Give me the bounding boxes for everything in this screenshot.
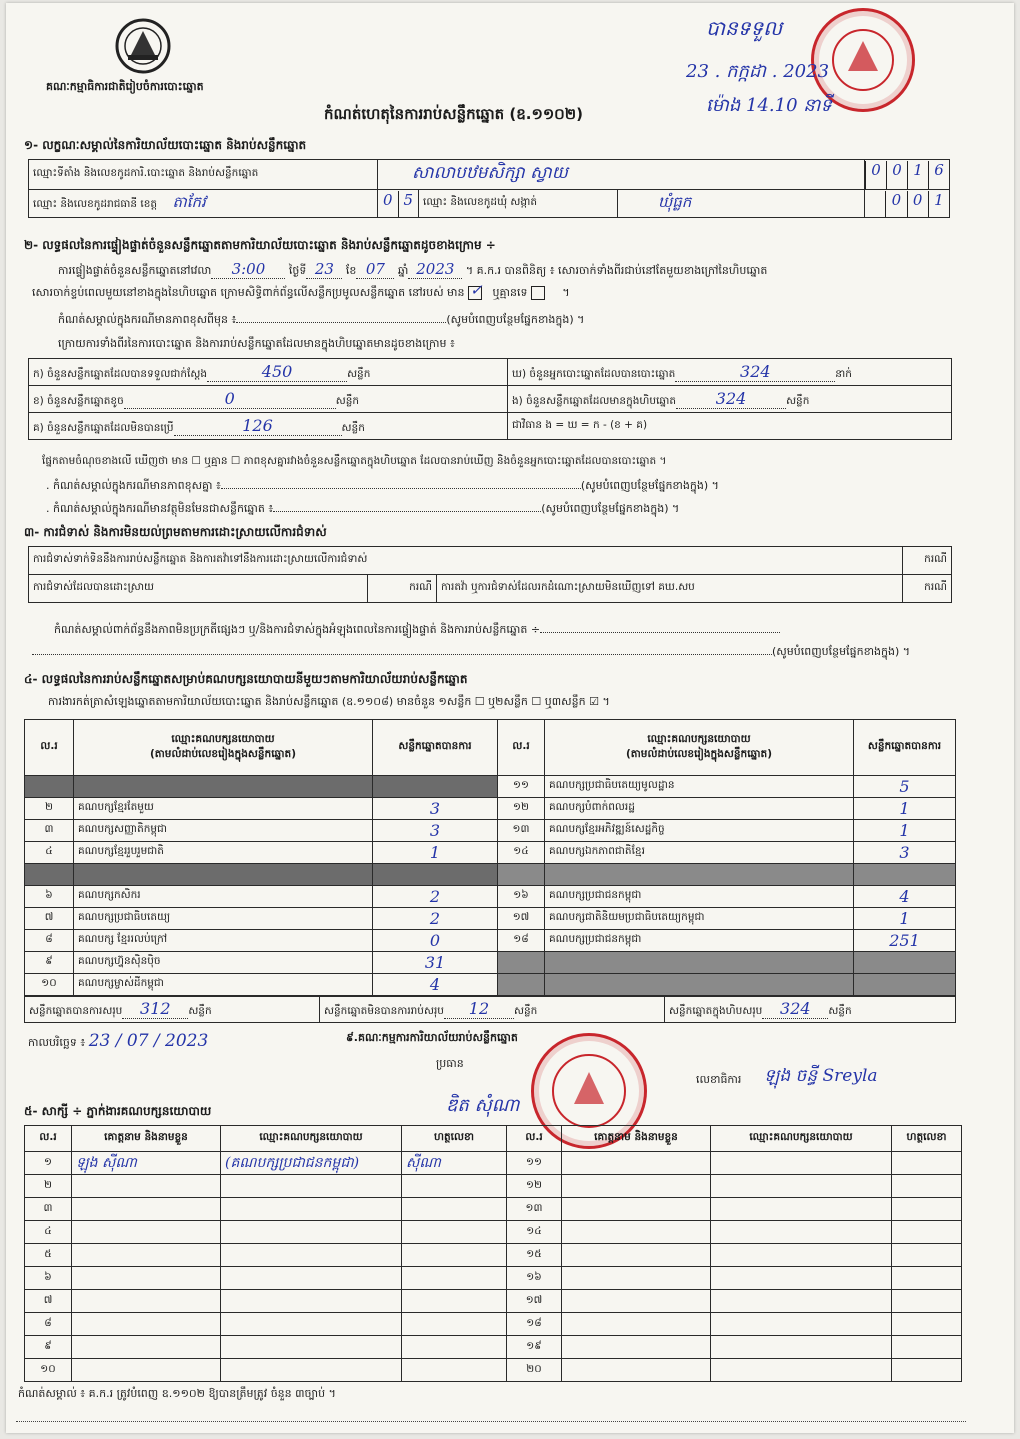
left-party-no: ៩ bbox=[25, 952, 74, 974]
table-row bbox=[25, 864, 956, 886]
w-party-left bbox=[221, 1175, 402, 1198]
left-party-party: គណបក្ស ខ្មែររលប់ក្រៅ bbox=[74, 930, 373, 952]
right-party-party: គណបក្សប្រជាធិបតេយ្យមូលដ្ឋាន bbox=[545, 776, 854, 798]
section-1-table bbox=[28, 159, 950, 218]
w-no-left: ១០ bbox=[25, 1359, 72, 1382]
w-name-right bbox=[562, 1198, 711, 1221]
w-name-right bbox=[562, 1175, 711, 1198]
col-no-left: ល.រ bbox=[25, 720, 74, 776]
w-sign-right bbox=[892, 1175, 962, 1198]
w-sign-right bbox=[892, 1359, 962, 1382]
col-no-right: ល.រ bbox=[498, 720, 545, 776]
irregularities-note-cont: (សូមបំពេញបន្ថែមផ្នែកខាងក្នុង) ។ bbox=[32, 645, 910, 661]
left-party-no: ៧ bbox=[25, 908, 74, 930]
table-row bbox=[25, 1198, 962, 1221]
w-name-left bbox=[72, 1244, 221, 1267]
voters-count: ឃ) ចំនួនអ្នកបោះឆ្នោតដែលបានបោះឆ្នោត 324 នាក់ bbox=[508, 359, 952, 386]
w-name-right bbox=[562, 1221, 711, 1244]
right-party-no: ១៨ bbox=[498, 930, 545, 952]
w-no-right: ១១ bbox=[507, 1152, 562, 1175]
results-header-row bbox=[25, 720, 956, 776]
right-party-no: ១៦ bbox=[498, 886, 545, 908]
w-col-name-left: គោត្តនាម និងនាមខ្លួន bbox=[72, 1126, 221, 1152]
left-party-no: ១០ bbox=[25, 974, 74, 996]
w-name-right bbox=[562, 1290, 711, 1313]
right-party-no: ១១ bbox=[498, 776, 545, 798]
spoiled-ballots: ខ) ចំនួនសន្លឹកឆ្នោតខូច 0 សន្លឹក bbox=[29, 386, 508, 413]
left-party-votes: 31 bbox=[373, 952, 498, 974]
left-party-votes: 4 bbox=[373, 974, 498, 996]
commune-value: ឃុំធ្លក bbox=[618, 190, 865, 218]
total-all: សន្លឹកឆ្នោតក្នុងហិបសរុប 324 សន្លឹក bbox=[665, 997, 956, 1023]
w-no-right: ១៣ bbox=[507, 1198, 562, 1221]
w-sign-left bbox=[402, 1198, 507, 1221]
province-code: 0 5 bbox=[378, 190, 419, 218]
w-party-right bbox=[711, 1221, 892, 1244]
section-4-heading: ៤- លទ្ធផលនៃការរាប់សន្លឹកឆ្នោតសម្រាប់គណបក្សនយោបាយនីមួយៗតាមការិយាល័យរាប់សន្លឹកឆ្នោត bbox=[24, 672, 468, 686]
committee-name: ៩.គណៈកម្មការការិយាល័យរាប់សន្លឹកឆ្នោត bbox=[346, 1031, 518, 1044]
w-name-left: ឡុង ស៊ីណា bbox=[72, 1152, 221, 1175]
w-party-left bbox=[221, 1359, 402, 1382]
w-name-left bbox=[72, 1198, 221, 1221]
w-party-right bbox=[711, 1290, 892, 1313]
note-discrepancy: . កំណត់សម្គាល់ក្នុងករណីមានភាពខុសគ្នា ៖ (សូមបំពេញបន្ថែមផ្នែកខាងក្នុង) ។ bbox=[46, 479, 719, 492]
footer-rule bbox=[16, 1421, 966, 1422]
right-party-party: គណបក្សប្រជាជនកម្ពុជា bbox=[545, 886, 854, 908]
w-party-right bbox=[711, 1152, 892, 1175]
w-party-left bbox=[221, 1198, 402, 1221]
table-row bbox=[25, 820, 956, 842]
w-no-right: ១២ bbox=[507, 1175, 562, 1198]
objections-resolved: ការជំទាស់ដែលបានដោះស្រាយ bbox=[29, 575, 368, 603]
w-sign-right bbox=[892, 1198, 962, 1221]
w-party-left bbox=[221, 1313, 402, 1336]
party-results-table bbox=[24, 719, 956, 996]
w-name-left bbox=[72, 1221, 221, 1244]
w-name-right bbox=[562, 1336, 711, 1359]
commission-name: គណៈកម្មាធិការជាតិរៀបចំការបោះឆ្នោត bbox=[46, 80, 204, 93]
objections-unresolved-case: ករណី bbox=[902, 575, 951, 603]
left-party-party: គណបក្សប្រជាធិបតេយ្យ bbox=[74, 908, 373, 930]
left-party-votes: 2 bbox=[373, 908, 498, 930]
w-party-right bbox=[711, 1175, 892, 1198]
right-party-votes: 1 bbox=[854, 908, 956, 930]
location-code: 0 0 1 6 bbox=[865, 160, 950, 190]
left-party-no: ៤ bbox=[25, 842, 74, 864]
w-no-right: ១៩ bbox=[507, 1336, 562, 1359]
w-name-right bbox=[562, 1244, 711, 1267]
w-name-right bbox=[562, 1359, 711, 1382]
seal-yes-checkbox[interactable]: ✓ bbox=[470, 281, 483, 299]
right-party-votes: 5 bbox=[854, 776, 956, 798]
verification-line: ការផ្ទៀងផ្ទាត់ចំនួនសន្លឹកឆ្នោតនៅវេលា 3:00 ថ្ងៃទី 23 ខែ 07 ឆ្នាំ 2023 ។ គ.ក.រ បានពិនិត្យ ៖ សោរចាក់ទាំងពីរជាប់នៅតែមួយខាងក្រៅនៃហិបឆ្នោត bbox=[58, 260, 768, 278]
record-sheets-line: ការងារកត់ត្រាសំឡេងឆ្នោតតាមការិយាល័យបោះឆ្នោត និងរាប់សន្លឹកឆ្នោត (ឧ.១១០៨) មានចំនួន ១សន្លឹក ☐ ឬ២សន្លឹក ☐ ឬ៣សន្លឹក ☑ ។ bbox=[48, 695, 610, 708]
table-row bbox=[25, 1152, 962, 1175]
commune-label: ឈ្មោះ និងលេខកូដឃុំ សង្កាត់ bbox=[419, 190, 618, 218]
right-party-party: គណបក្សប្រជាជនកម្ពុជា bbox=[545, 930, 854, 952]
location-label: ឈ្មោះទីតាំង និងលេខកូដការិ.បោះឆ្នោត និងរាប់សន្លឹកឆ្នោត bbox=[29, 160, 378, 190]
w-sign-left bbox=[402, 1359, 507, 1382]
receipt-time: ម៉ោង 14.10 នាទី bbox=[706, 95, 832, 116]
table-row bbox=[25, 1336, 962, 1359]
w-sign-left bbox=[402, 1267, 507, 1290]
table-row bbox=[25, 1290, 962, 1313]
objections-total-case: ករណី bbox=[902, 547, 951, 575]
left-party-votes: 3 bbox=[373, 798, 498, 820]
col-party-right: ឈ្មោះគណបក្សនយោបាយ (តាមលំដាប់លេខរៀងក្នុងសន្លឹកឆ្នោត) bbox=[545, 720, 854, 776]
col-party-left: ឈ្មោះគណបក្សនយោបាយ (តាមលំដាប់លេខរៀងក្នុងសន្លឹកឆ្នោត) bbox=[74, 720, 373, 776]
w-no-right: ២០ bbox=[507, 1359, 562, 1382]
irregularities-note: កំណត់សម្គាល់ពាក់ព័ន្ធនឹងភាពមិនប្រក្រតីផ្សេងៗ ឬ/និងការជំទាស់ក្នុងអំឡុងពេលនៃការផ្ទៀងផ្ទាត់ និងការរាប់សន្លឹកឆ្នោត ÷ bbox=[54, 623, 780, 639]
left-party-party bbox=[74, 776, 373, 798]
right-party-party bbox=[545, 864, 854, 886]
table-row bbox=[25, 1175, 962, 1198]
received-ballots: ក) ចំនួនសន្លឹកឆ្នោតដែលបានទទួលជាក់ស្តែង 450 សន្លឹក bbox=[29, 359, 508, 386]
left-party-votes bbox=[373, 776, 498, 798]
w-sign-right bbox=[892, 1313, 962, 1336]
table-row bbox=[25, 930, 956, 952]
w-sign-right bbox=[892, 1290, 962, 1313]
right-party-party: គណបក្សខ្មែរអភិវឌ្ឍន៍សេដ្ឋកិច្ច bbox=[545, 820, 854, 842]
col-votes-right: សន្លឹកឆ្នោតបានការ bbox=[854, 720, 956, 776]
left-party-party: គណបក្សខ្មែររួបរួមជាតិ bbox=[74, 842, 373, 864]
witness-table bbox=[24, 1125, 962, 1382]
province-label: ឈ្មោះ និងលេខកូដរាជធានី ខេត្ត តាកែវ bbox=[29, 190, 378, 218]
left-party-party: គណបក្សកសិករ bbox=[74, 886, 373, 908]
objections-total: ការជំទាស់ទាក់ទិននឹងការរាប់សន្លឹកឆ្នោត និងការតវ៉ាទៅនឹងការដោះស្រាយលើការជំទាស់ bbox=[29, 547, 903, 575]
w-no-right: ១៨ bbox=[507, 1313, 562, 1336]
w-party-left bbox=[221, 1267, 402, 1290]
w-no-left: ៧ bbox=[25, 1290, 72, 1313]
right-party-votes: 1 bbox=[854, 820, 956, 842]
w-sign-right bbox=[892, 1221, 962, 1244]
w-no-left: ១ bbox=[25, 1152, 72, 1175]
report-date: កាលបរិច្ឆេទ ៖ 23 / 07 / 2023 bbox=[28, 1031, 209, 1051]
w-party-left bbox=[221, 1221, 402, 1244]
left-party-party: គណបក្សសញ្ញាតិកម្ពុជា bbox=[74, 820, 373, 842]
right-party-votes: 1 bbox=[854, 798, 956, 820]
table-row bbox=[25, 842, 956, 864]
left-party-no: ៣ bbox=[25, 820, 74, 842]
w-party-right bbox=[711, 1244, 892, 1267]
w-party-right bbox=[711, 1198, 892, 1221]
w-no-right: ១៤ bbox=[507, 1221, 562, 1244]
right-party-party bbox=[545, 974, 854, 996]
left-party-party: គណបក្សខ្មែរតែមួយ bbox=[74, 798, 373, 820]
w-party-right bbox=[711, 1313, 892, 1336]
w-name-left bbox=[72, 1267, 221, 1290]
w-col-name-right: គោត្តនាម និងនាមខ្លួន bbox=[562, 1126, 711, 1152]
right-party-party: គណបក្សបំពាក់ពលរដ្ឋ bbox=[545, 798, 854, 820]
w-col-no-left: ល.រ bbox=[25, 1126, 72, 1152]
page-title: កំណត់ហេតុនៃការរាប់សន្លឹកឆ្នោត (ឧ.១១០២) bbox=[324, 105, 584, 123]
left-party-votes: 3 bbox=[373, 820, 498, 842]
w-party-right bbox=[711, 1359, 892, 1382]
table-row bbox=[25, 1221, 962, 1244]
w-col-party-right: ឈ្មោះគណបក្សនយោបាយ bbox=[711, 1126, 892, 1152]
right-party-votes bbox=[854, 864, 956, 886]
left-party-party bbox=[74, 864, 373, 886]
w-sign-left bbox=[402, 1290, 507, 1313]
ballot-counts-table bbox=[28, 358, 952, 440]
w-party-left: (គណបក្សប្រជាជនកម្ពុជា) bbox=[221, 1152, 402, 1175]
w-sign-right bbox=[892, 1152, 962, 1175]
w-col-party-left: ឈ្មោះគណបក្សនយោបាយ bbox=[221, 1126, 402, 1152]
right-party-party: គណបក្សជាតិនិយមប្រជាធិបតេយ្យកម្ពុជា bbox=[545, 908, 854, 930]
w-party-right bbox=[711, 1336, 892, 1359]
secretary-label: លេខាធិការ bbox=[696, 1073, 742, 1086]
right-party-votes: 3 bbox=[854, 842, 956, 864]
table-row bbox=[25, 798, 956, 820]
w-sign-left bbox=[402, 1244, 507, 1267]
w-sign-right bbox=[892, 1267, 962, 1290]
witness-body bbox=[25, 1152, 962, 1382]
w-party-left bbox=[221, 1244, 402, 1267]
nec-emblem-icon bbox=[114, 17, 172, 75]
count-intro: ក្រោយការទាំងពីរនៃការបោះឆ្នោត និងការរាប់សន្លឹកឆ្នោតដែលមានក្នុងហិបឆ្នោតមានដូចខាងក្រោម ៖ bbox=[58, 337, 455, 350]
right-party-party: គណបក្សឯកភាពជាតិខ្មែរ bbox=[545, 842, 854, 864]
table-row bbox=[25, 776, 956, 798]
right-party-party bbox=[545, 952, 854, 974]
total-invalid: សន្លឹកឆ្នោតមិនបានការរាប់សរុប 12 សន្លឹក bbox=[320, 997, 665, 1023]
results-body bbox=[25, 776, 956, 996]
w-party-left bbox=[221, 1336, 402, 1359]
w-party-right bbox=[711, 1267, 892, 1290]
table-row bbox=[25, 1244, 962, 1267]
footer-note: កំណត់សម្គាល់ ៖ គ.ក.រ ត្រូវបំពេញ ឧ.១១០២ ឱ្យបានត្រឹមត្រូវ ចំនួន ៣ច្បាប់ ។ bbox=[18, 1387, 336, 1400]
ballots-in-box: ង) ចំនួនសន្លឹកឆ្នោតដែលមានក្នុងហិបឆ្នោត 324 សន្លឹក bbox=[508, 386, 952, 413]
right-party-no bbox=[498, 864, 545, 886]
w-no-left: ២ bbox=[25, 1175, 72, 1198]
totals-table bbox=[24, 996, 956, 1023]
section-1-heading: ១- លក្ខណៈសម្គាល់នៃការិយាល័យបោះឆ្នោត និងរាប់សន្លឹកឆ្នោត bbox=[24, 138, 307, 152]
w-name-left bbox=[72, 1359, 221, 1382]
right-party-no: ១២ bbox=[498, 798, 545, 820]
right-party-no: ១៣ bbox=[498, 820, 545, 842]
w-no-left: ៤ bbox=[25, 1221, 72, 1244]
location-value: សាលាបឋមសិក្សា ស្វាយ bbox=[378, 160, 865, 190]
w-no-left: ៩ bbox=[25, 1336, 72, 1359]
right-party-votes: 4 bbox=[854, 886, 956, 908]
w-sign-left bbox=[402, 1336, 507, 1359]
w-name-left bbox=[72, 1336, 221, 1359]
left-party-no: ២ bbox=[25, 798, 74, 820]
right-party-votes bbox=[854, 974, 956, 996]
w-name-right bbox=[562, 1267, 711, 1290]
left-party-votes: 1 bbox=[373, 842, 498, 864]
right-party-no bbox=[498, 974, 545, 996]
w-no-left: ៥ bbox=[25, 1244, 72, 1267]
seal-check-line: សោរចាក់ខ្ទប់ពេលមួយនៅខាងក្នុងនៃហិបឆ្នោត ក្រោមសិទ្ធិពាក់ព័ន្ធលើសន្លឹកប្រមូលសន្លឹកឆ្នោត នៅរបស់ មាន ✓ ឬគ្មានទេ ។ bbox=[32, 281, 570, 299]
w-name-right bbox=[562, 1152, 711, 1175]
w-sign-left bbox=[402, 1175, 507, 1198]
left-party-no bbox=[25, 864, 74, 886]
right-party-no: ១៧ bbox=[498, 908, 545, 930]
w-col-sign-left: ហត្ថលេខា bbox=[402, 1126, 507, 1152]
unused-ballots: គ) ចំនួនសន្លឹកឆ្នោតដែលមិនបានប្រើ 126 សន្លឹក bbox=[29, 413, 508, 440]
w-sign-left: ស៊ីណា bbox=[402, 1152, 507, 1175]
w-col-no-right: ល.រ bbox=[507, 1126, 562, 1152]
w-no-left: ៣ bbox=[25, 1198, 72, 1221]
objections-table bbox=[28, 546, 952, 603]
w-no-right: ១៧ bbox=[507, 1290, 562, 1313]
w-name-left bbox=[72, 1313, 221, 1336]
w-name-left bbox=[72, 1290, 221, 1313]
col-votes-left: សន្លឹកឆ្នោតបានការ bbox=[373, 720, 498, 776]
right-party-votes bbox=[854, 952, 956, 974]
w-sign-left bbox=[402, 1221, 507, 1244]
table-row bbox=[25, 1313, 962, 1336]
w-no-right: ១៦ bbox=[507, 1267, 562, 1290]
note-difference-line: កំណត់សម្គាល់ក្នុងករណីមានភាពខុសពីមុន ៖ (សូមបំពេញបន្ថែមផ្នែកខាងក្នុង) ។ bbox=[58, 313, 585, 326]
objections-resolved-case: ករណី bbox=[368, 575, 437, 603]
chair-label: ប្រធាន bbox=[436, 1057, 464, 1070]
left-party-votes: 0 bbox=[373, 930, 498, 952]
objections-unresolved: ការតវ៉ា ឬការជំទាស់ដែលរកដំណោះស្រាយមិនឃើញទៅ គឃ.សប bbox=[437, 575, 903, 603]
section-2-heading: ២- លទ្ធផលនៃការផ្ទៀងផ្ទាត់ចំនួនសន្លឹកឆ្នោតតាមការិយាល័យបោះឆ្នោត និងរាប់សន្លឹកឆ្នោតដូចខាងក្រោម ÷ bbox=[24, 238, 496, 252]
left-party-votes: 2 bbox=[373, 886, 498, 908]
total-valid: សន្លឹកឆ្នោតបានការសរុប 312 សន្លឹក bbox=[25, 997, 320, 1023]
formula: ជាវិធាន ង = ឃ = ក - (ខ + គ) bbox=[508, 413, 952, 440]
w-no-left: ៦ bbox=[25, 1267, 72, 1290]
commune-code: 0 0 1 bbox=[865, 190, 950, 218]
table-row bbox=[25, 1267, 962, 1290]
secretary-signature: ឡុង ចន្ធី Sreyla bbox=[764, 1066, 878, 1086]
w-sign-right bbox=[892, 1336, 962, 1359]
discrepancy-check: ផ្នែកតាមចំណុចខាងលើ ឃើញថា មាន ☐ ឬគ្មាន ☐ ភាពខុសគ្នារវាងចំនួនសន្លឹកឆ្នោតក្នុងហិបឆ្នោត ដែលបានរាប់ឃើញ និងចំនួនអ្នកបោះឆ្នោតដែលបានបោះឆ្នោត ។ bbox=[42, 455, 667, 467]
table-row bbox=[25, 886, 956, 908]
table-row bbox=[25, 1359, 962, 1382]
left-party-party: គណបក្សម្ចាស់ដីកម្ពុជា bbox=[74, 974, 373, 996]
section-5-heading: ៥- សាក្សី ÷ ភ្នាក់ងារគណបក្សនយោបាយ bbox=[24, 1104, 212, 1118]
w-sign-left bbox=[402, 1313, 507, 1336]
table-row bbox=[25, 908, 956, 930]
note-foreign-objects: . កំណត់សម្គាល់ក្នុងករណីមានវត្ថុមិនមែនជាសន្លឹកឆ្នោត ៖ (សូមបំពេញបន្ថែមផ្នែកខាងក្នុង) ។ bbox=[46, 502, 680, 515]
left-party-votes bbox=[373, 864, 498, 886]
w-sign-right bbox=[892, 1244, 962, 1267]
w-party-left bbox=[221, 1290, 402, 1313]
left-party-no bbox=[25, 776, 74, 798]
section-3-heading: ៣- ការជំទាស់ និងការមិនយល់ព្រមតាមការដោះស្រាយលើការជំទាស់ bbox=[24, 525, 327, 539]
w-name-left bbox=[72, 1175, 221, 1198]
w-name-right bbox=[562, 1313, 711, 1336]
left-party-no: ៦ bbox=[25, 886, 74, 908]
left-party-no: ៨ bbox=[25, 930, 74, 952]
chair-signature: ឌិត សុំណា bbox=[446, 1095, 520, 1116]
w-no-right: ១៥ bbox=[507, 1244, 562, 1267]
left-party-party: គណបក្សហ្វ៊ុនស៊ិនប៉ិច bbox=[74, 952, 373, 974]
right-party-no: ១៤ bbox=[498, 842, 545, 864]
right-party-no bbox=[498, 952, 545, 974]
receipt-line1: បានទទួល bbox=[706, 16, 783, 40]
right-party-votes: 251 bbox=[854, 930, 956, 952]
w-no-left: ៨ bbox=[25, 1313, 72, 1336]
seal-no-checkbox[interactable] bbox=[531, 286, 545, 300]
ballot-count-report-sheet bbox=[6, 3, 1014, 1433]
receipt-date: 23 . កក្កដា . 2023 bbox=[686, 61, 830, 82]
table-row bbox=[25, 952, 956, 974]
w-col-sign-right: ហត្ថលេខា bbox=[892, 1126, 962, 1152]
table-row bbox=[25, 974, 956, 996]
